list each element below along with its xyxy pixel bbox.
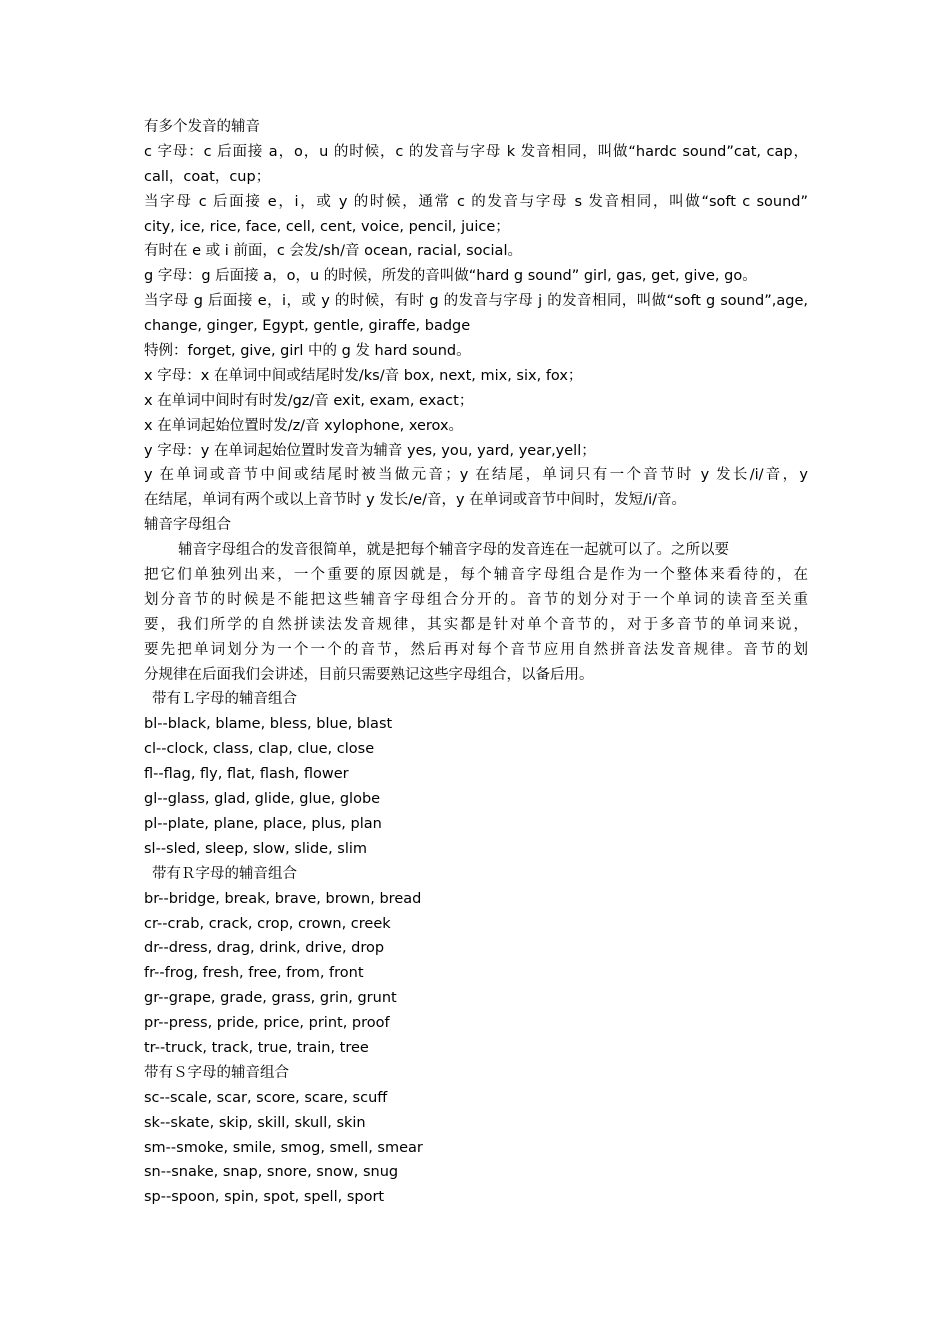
text-line: br--bridge, break, brave, brown, bread	[144, 890, 422, 907]
text-line: 划分音节的时候是不能把这些辅音字母组合分开的。音节的划分对于一个单词的读音至关重	[144, 591, 808, 608]
text-line: fr--frog, fresh, free, from, front	[144, 965, 364, 982]
text-line: fl--flag, fly, flat, flash, flower	[144, 766, 349, 783]
text-line: sp--spoon, spin, spot, spell, sport	[144, 1189, 385, 1206]
text-line: x 字母：x 在单词中间或结尾时发/ks/音 box, next, mix, six, fox；	[144, 367, 583, 384]
text-line: 把它们单独列出来，一个重要的原因就是，每个辅音字母组合是作为一个整体来看待的，在	[144, 567, 808, 584]
text-line: 当字母 g 后面接 e，i，或 y 的时候，有时 g 的发音与字母 j 的发音相同，叫做“soft g sound”,age,	[144, 293, 808, 310]
text-line: 辅音字母组合的发音很简单，就是把每个辅音字母的发音连在一起就可以了。之所以要	[178, 542, 729, 559]
text-line: 特例：forget, give, girl 中的 g 发 hard sound。	[144, 343, 471, 360]
text-line: dr--dress, drag, drink, drive, drop	[144, 940, 385, 957]
text-line: gr--grape, grade, grass, grin, grunt	[144, 990, 397, 1007]
text-line: 辅音字母组合	[144, 517, 231, 534]
text-line: sm--smoke, smile, smog, smell, smear	[144, 1139, 423, 1156]
text-line: sl--sled, sleep, slow, slide, slim	[144, 840, 368, 857]
text-line: y 字母：y 在单词起始位置时发音为辅音 yes, you, yard, year,yell；	[144, 442, 596, 459]
text-line: call，coat，cup；	[144, 168, 271, 185]
text-line: tr--truck, track, true, train, tree	[144, 1039, 369, 1056]
text-line: y 在单词或音节中间或结尾时被当做元音；y 在结尾，单词只有一个音节时 y 发长/i/音，y	[144, 467, 808, 484]
document-page	[144, 115, 808, 1210]
text-line: 当字母 c 后面接 e，i，或 y 的时候，通常 c 的发音与字母 s 发音相同，叫做“soft c sound”	[144, 193, 808, 210]
text-line: sn--snake, snap, snore, snow, snug	[144, 1164, 399, 1181]
text-line: 带有Ｌ字母的辅音组合	[152, 691, 297, 708]
text-line: sc--scale, scar, score, scare, scuff	[144, 1089, 388, 1106]
text-line: 分规律在后面我们会讲述，目前只需要熟记这些字母组合，以备后用。	[144, 666, 594, 683]
text-line: city, ice, rice, face, cell, cent, voice, pencil, juice；	[144, 218, 510, 235]
text-line: 要，我们所学的自然拼读法发音规律，其实都是针对单个音节的，对于多音节的单词来说，	[144, 616, 808, 633]
text-line: x 在单词中间时有时发/gz/音 exit, exam, exact；	[144, 392, 474, 409]
text-line: pl--plate, plane, place, plus, plan	[144, 815, 382, 832]
text-line: c 字母：c 后面接 a，o，u 的时候，c 的发音与字母 k 发音相同，叫做“hardc sound”cat, cap，	[144, 143, 808, 160]
text-line: x 在单词起始位置时发/z/音 xylophone, xerox。	[144, 417, 464, 434]
text-line: pr--press, pride, price, print, proof	[144, 1015, 390, 1032]
text-line: gl--glass, glad, glide, glue, globe	[144, 791, 381, 808]
text-line: 带有Ｓ字母的辅音组合	[144, 1064, 289, 1081]
text-line: sk--skate, skip, skill, skull, skin	[144, 1114, 366, 1131]
text-line: 在结尾，单词有两个或以上音节时 y 发长/e/音，y 在单词或音节中间时，发短/i/音。	[144, 492, 686, 509]
text-line: 有时在 e 或 i 前面，c 会发/sh/音 ocean, racial, social。	[144, 243, 522, 260]
text-line: bl--black, blame, bless, blue, blast	[144, 716, 393, 733]
text-line: change, ginger, Egypt, gentle, giraffe, badge	[144, 318, 471, 335]
text-line: g 字母：g 后面接 a，o，u 的时候，所发的音叫做“hard g sound” girl, gas, get, give, go。	[144, 268, 757, 285]
text-line: 要先把单词划分为一个一个的音节，然后再对每个音节应用自然拼音法发音规律。音节的划	[144, 641, 808, 658]
text-line: cr--crab, crack, crop, crown, creek	[144, 915, 391, 932]
text-line: cl--clock, class, clap, clue, close	[144, 741, 375, 758]
text-line: 有多个发音的辅音	[144, 119, 260, 135]
text-line: 带有Ｒ字母的辅音组合	[152, 865, 297, 882]
